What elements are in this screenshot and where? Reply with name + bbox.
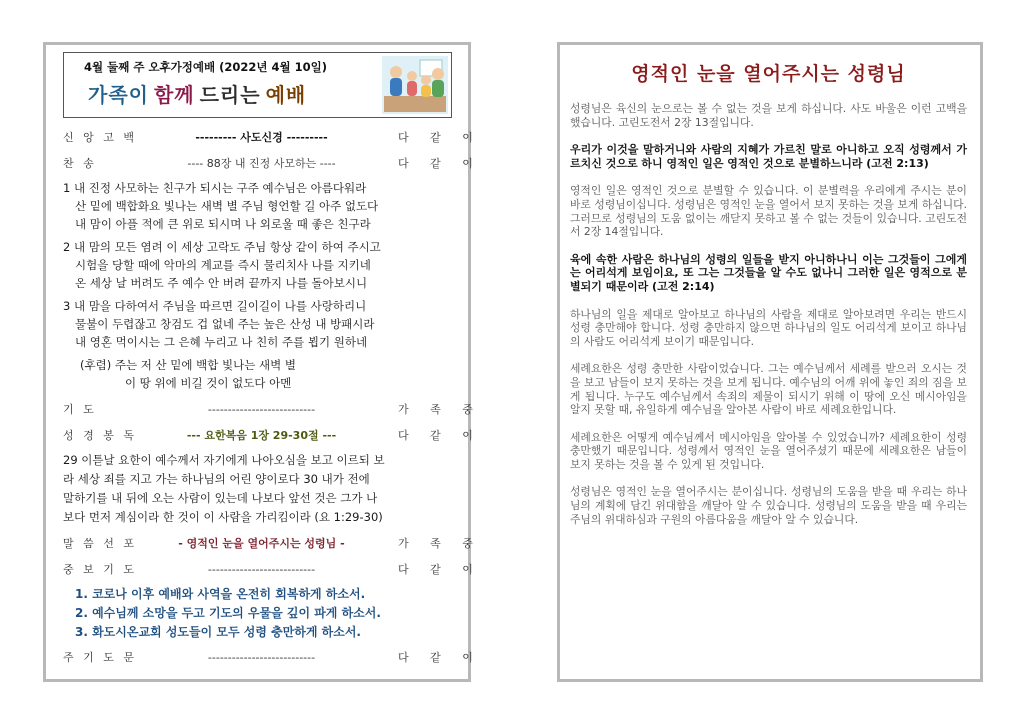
sermon-body (570, 102, 967, 526)
title-word: 드리는 (199, 83, 261, 107)
order-leader: 다 같 이 (398, 563, 482, 576)
order-label: 중 보 기 도 (63, 563, 137, 576)
verse-line: 1 내 진정 사모하는 친구가 되시는 구주 예수님은 아름다워라 (63, 181, 367, 195)
order-leader: 다 같 이 (398, 131, 482, 144)
order-label: 주 기 도 문 (63, 651, 137, 664)
verse-line: 내 맘이 아플 적에 큰 위로 되시며 나 외로울 때 좋은 친구라 (75, 217, 371, 231)
hymn-verse-3 (63, 297, 452, 351)
order-leader: 가 족 중 (398, 537, 482, 550)
prayer-list (63, 585, 452, 642)
sermon-paragraph: 영적인 일은 영적인 것으로 분별할 수 있습니다. 이 분별력을 우리에게 주시는 분이 바로 성령님이십니다. 성령님은 영적인 눈을 열어서 보지 못하는 것을 보게 하십니다. 그러므로 성령님의 도움 없이는 깨닫지 못하고 볼 수 없는 것들이 있습니다. 고린도전서 2장 14절입니다. (570, 184, 967, 239)
hymn-verse-2 (63, 238, 452, 292)
prayer-item: 1. 코로나 이후 예배와 사역을 온전히 회복하게 하소서. (75, 587, 366, 601)
bulletin-header (63, 52, 452, 118)
sermon-paragraph: 세례요한은 성령 충만한 사람이었습니다. 그는 예수님께서 세례를 받으러 오시는 것을 보고 남들이 보지 못하는 것을 보게 됩니다. 예수님의 어깨 위에 놓인 죄의 짐을 보게 됩니다. 누구도 예수님께서 속죄의 제물이 되시기 위해 이 땅에 오신 메시아임을 알지 못할 때, 유일하게 예수님을 알아본 사람이 바로 세례요한입니다. (570, 362, 967, 417)
scripture-quote-paragraph: 우리가 이것을 말하거니와 사람의 지혜가 가르친 말로 아니하고 오직 성령께서 가르치신 것으로 하니 영적인 일은 영적인 것으로 분별하느니라 (고전 2:13) (570, 143, 967, 170)
sermon-paragraph: 성령님은 육신의 눈으로는 볼 수 없는 것을 보게 하십니다. 사도 바울은 이런 고백을 했습니다. 고린도전서 2장 13절입니다. (570, 102, 967, 129)
title-word: 함께 (153, 83, 195, 107)
order-intercession (63, 559, 482, 579)
order-label: 성 경 봉 독 (63, 429, 137, 442)
order-content: - 영적인 눈을 열어주시는 성령님 - (178, 537, 345, 550)
sermon-title: 영적인 눈을 열어주시는 성령님 (631, 63, 906, 85)
right-page (557, 42, 983, 682)
order-content: --------------------------- (207, 650, 316, 664)
verse-line: 온 세상 날 버려도 주 예수 안 버려 끝까지 나를 돌아보시니 (75, 276, 368, 290)
scripture-line: 말하기를 내 뒤에 오는 사람이 있는데 나보다 앞선 것은 그가 나 (63, 491, 378, 505)
order-content: ---- 88장 내 진정 사모하는 ---- (187, 157, 336, 170)
scripture-passage (63, 451, 452, 527)
order-hymn (63, 153, 482, 173)
verse-line: 2 내 맘의 모든 염려 이 세상 고락도 주님 항상 같이 하여 주시고 (63, 240, 381, 254)
order-content: --------- 사도신경 --------- (195, 131, 328, 144)
verse-line: 산 밑에 백합화요 빛나는 새벽 별 주님 형언할 길 아주 없도다 (75, 199, 379, 213)
verse-line: 시험을 당할 때에 악마의 계교를 즉시 물리치사 나를 지키네 (75, 258, 371, 272)
prayer-item: 3. 화도시온교회 성도들이 모두 성령 충만하게 하소서. (75, 625, 361, 639)
verse-line: 3 내 맘을 다하여서 주님을 따르면 길이길이 나를 사랑하리니 (63, 299, 367, 313)
order-sermon (63, 533, 482, 553)
order-label: 말 씀 선 포 (63, 537, 137, 550)
verse-line: 내 영혼 먹이시는 그 은혜 누리고 나 친히 주를 뵙기 원하네 (75, 335, 368, 349)
scripture-line: 라 세상 죄를 지고 가는 하나님의 어린 양이로다 30 내가 전에 (63, 472, 370, 486)
prayer-item: 2. 예수님께 소망을 두고 기도의 우물을 깊이 파게 하소서. (75, 606, 381, 620)
order-leader: 다 같 이 (398, 429, 482, 442)
order-leader: 다 같 이 (398, 157, 482, 170)
chorus-line: (후렴) 주는 저 산 밑에 백합 빛나는 새벽 별 (80, 358, 296, 372)
order-label: 기 도 (63, 403, 97, 416)
verse-line: 물불이 두렵잖고 창검도 겁 없네 주는 높은 산성 내 방패시라 (75, 317, 375, 331)
order-lords-prayer (63, 647, 482, 667)
hymn-chorus (63, 356, 452, 392)
order-label: 신 앙 고 백 (63, 131, 137, 144)
chorus-line: 이 땅 위에 비길 것이 없도다 아멘 (125, 376, 292, 390)
sermon-paragraph: 성령님은 영적인 눈을 열어주시는 분이십니다. 성령님의 도움을 받을 때 우리는 하나님의 계획에 담긴 위대함을 깨달아 알 수 있습니다. 성령님의 도움을 받을 때 우리는 주님의 위대하심과 구원의 아름다움을 깨달아 알 수 있습니다. (570, 485, 967, 526)
order-content: --------------------------- (207, 402, 316, 416)
order-content: --------------------------- (207, 562, 316, 576)
scripture-quote-paragraph: 육에 속한 사람은 하나님의 성령의 일들을 받지 아니하나니 이는 그것들이 그에게는 어리석게 보임이요, 또 그는 그것들을 알 수도 없나니 그러한 일은 영적으로 분별되기 때문이라 (고전 2:14) (570, 252, 967, 293)
title-word: 예배 (265, 83, 307, 107)
scripture-line: 29 이튿날 요한이 예수께서 자기에게 나아오심을 보고 이르되 보 (63, 453, 385, 467)
order-creed (63, 127, 482, 147)
left-page (43, 42, 482, 682)
order-reading (63, 425, 482, 445)
sermon-paragraph: 하나님의 일을 제대로 알아보고 하나님의 사람을 제대로 알아보려면 우리는 반드시 성령 충만해야 합니다. 성령 충만하지 않으면 하나님의 일도 어리석게 보이고 하나님의 사람도 어리석게 보이기 때문입니다. (570, 307, 967, 348)
hymn-verse-1 (63, 179, 452, 233)
order-label: 찬 송 (63, 157, 97, 170)
header-subtitle: 4월 둘째 주 오후가정예배 (2022년 4월 10일) (84, 60, 327, 74)
order-content: --- 요한복음 1장 29-30절 --- (186, 429, 337, 442)
order-leader: 가 족 중 (398, 403, 482, 416)
family-illustration (382, 56, 448, 114)
header-title (88, 79, 311, 108)
scripture-line: 보다 먼저 계심이라 한 것이 이 사람을 가리킴이라 (요 1:29-30) (63, 510, 383, 524)
sermon-paragraph: 세례요한은 어떻게 예수님께서 메시아임을 알아볼 수 있었습니까? 세례요한이 성령 충만했기 때문입니다. 성령께서 영적인 눈을 열어주셨기 때문에 세례요한은 남들이 보지 못하는 것을 볼 수 있게 된 것입니다. (570, 430, 967, 471)
order-prayer (63, 399, 482, 419)
order-leader: 다 같 이 (398, 651, 482, 664)
title-word: 가족이 (88, 83, 149, 107)
